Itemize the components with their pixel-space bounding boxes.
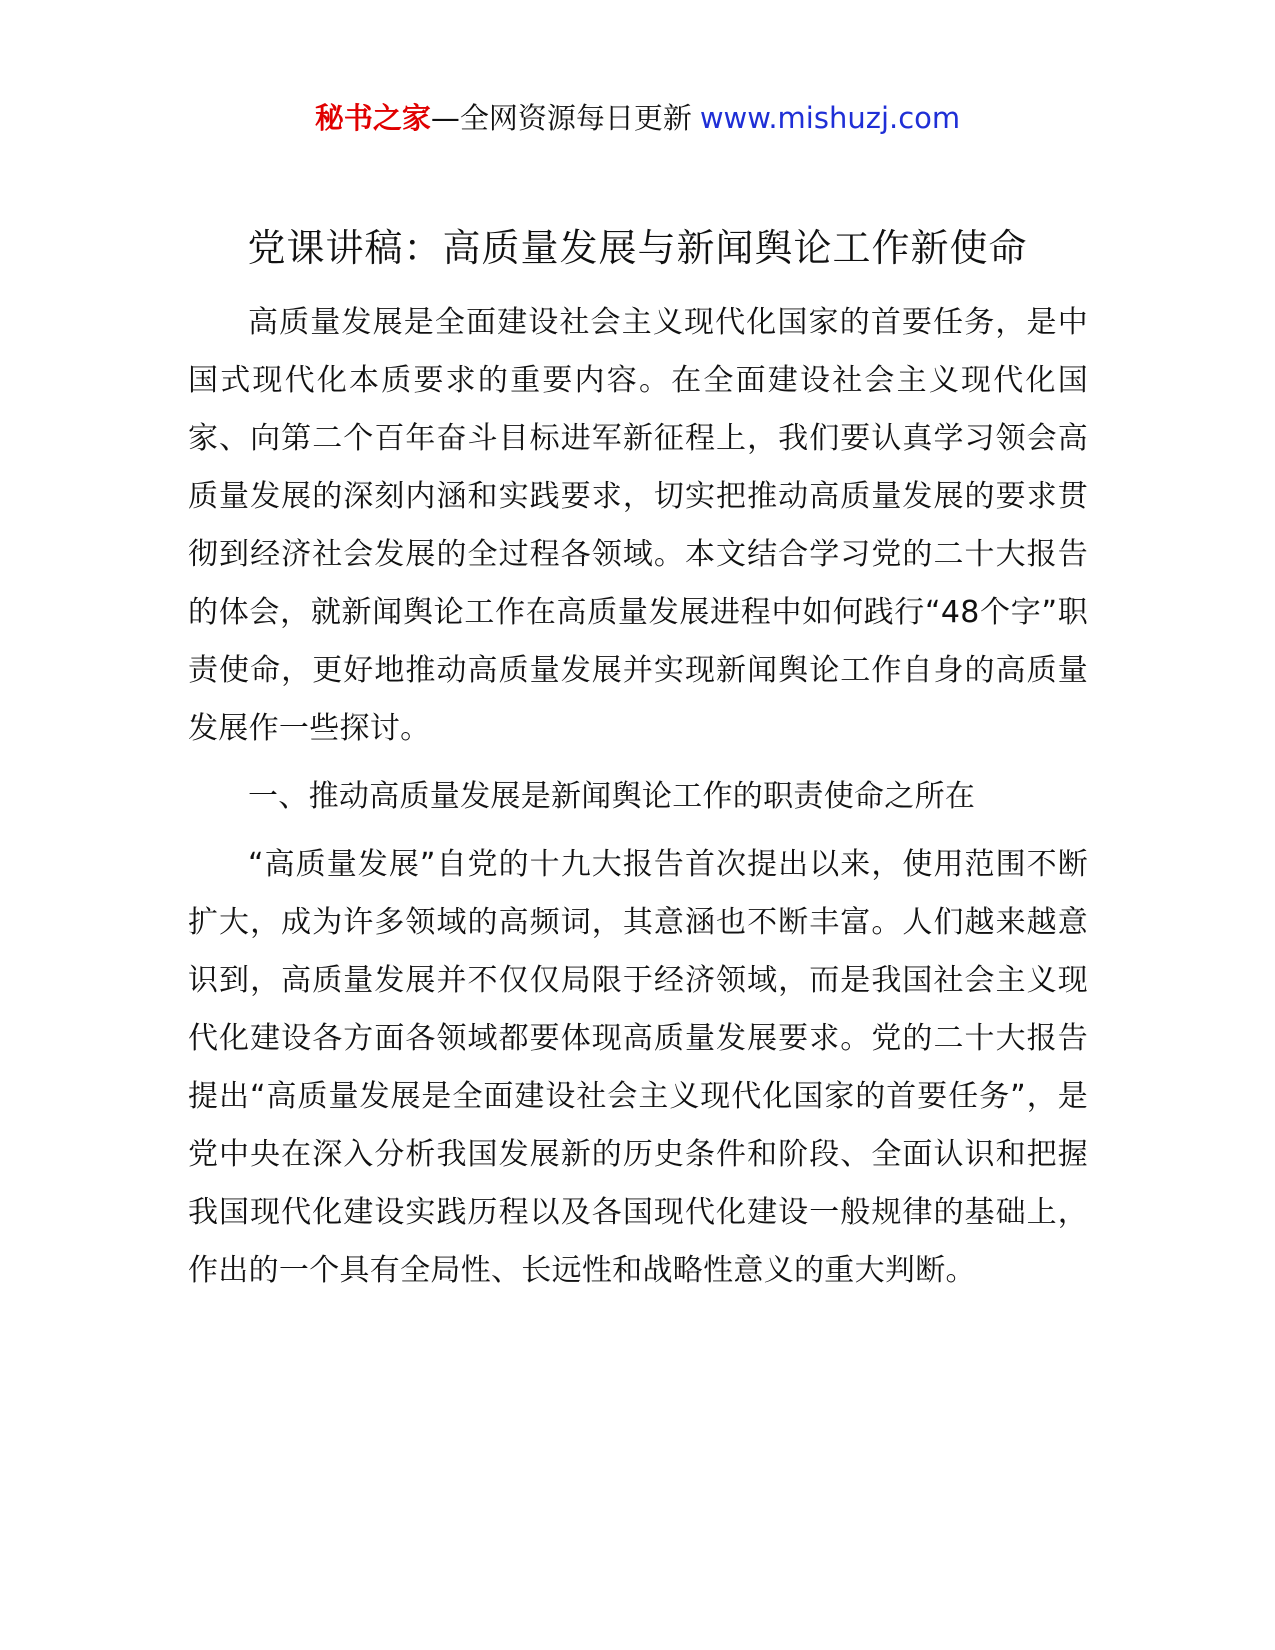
site-header <box>0 98 1275 138</box>
document-body <box>188 294 1088 1310</box>
body-paragraph-section-1: “高质量发展”自党的十九大报告首次提出以来，使用范围不断扩大，成为许多领域的高频词，其意涵也不断丰富。人们越来越意识到，高质量发展并不仅仅局限于经济领域，而是我国社会主义现代化建设各方面各领域都要体现高质量发展要求。党的二十大报告提出“高质量发展是全面建设社会主义现代化国家的首要任务”，是党中央在深入分析我国发展新的历史条件和阶段、全面认识和把握我国现代化建设实践历程以及各国现代化建设一般规律的基础上，作出的一个具有全局性、长远性和战略性意义的重大判断。 <box>188 847 1088 1288</box>
site-tagline: —全网资源每日更新 <box>430 101 692 135</box>
section-heading-1: 一、推动高质量发展是新闻舆论工作的职责使命之所在 <box>248 779 976 814</box>
body-paragraph-intro: 高质量发展是全面建设社会主义现代化国家的首要任务，是中国式现代化本质要求的重要内容。在全面建设社会主义现代化国家、向第二个百年奋斗目标进军新征程上，我们要认真学习领会高质量发展的深刻内涵和实践要求，切实把推动高质量发展的要求贯彻到经济社会发展的全过程各领域。本文结合学习党的二十大报告的体会，就新闻舆论工作在高质量发展进程中如何践行“48个字”职责使命，更好地推动高质量发展并实现新闻舆论工作自身的高质量发展作一些探讨。 <box>188 305 1088 746</box>
document-title: 党课讲稿：高质量发展与新闻舆论工作新使命 <box>247 226 1028 270</box>
site-url-link[interactable]: www.mishuzj.com <box>699 101 961 135</box>
site-brand: 秘书之家 <box>314 101 431 135</box>
